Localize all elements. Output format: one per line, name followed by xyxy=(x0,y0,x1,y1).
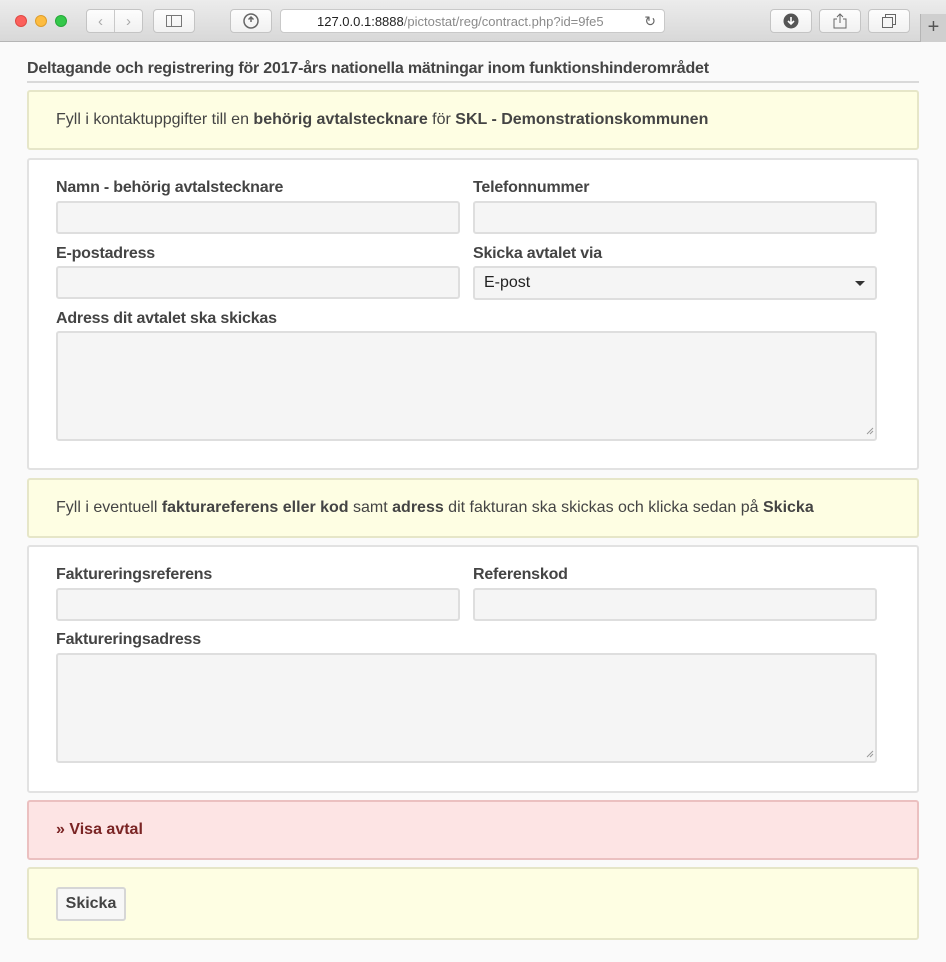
address-bar[interactable] xyxy=(280,9,665,33)
municipality-name: SKL - Demonstrationskommunen xyxy=(455,111,709,128)
contact-instructions xyxy=(27,90,919,150)
tabs-overview-button[interactable] xyxy=(868,9,910,33)
contact-form-panel xyxy=(27,158,919,470)
email-label: E-postadress xyxy=(56,245,155,262)
instruction-text xyxy=(56,499,814,517)
billing-form-panel xyxy=(27,545,919,793)
navigation-buttons xyxy=(86,9,143,33)
share-icon xyxy=(833,13,847,29)
instruction-text xyxy=(56,111,708,129)
phone-input[interactable] xyxy=(473,201,877,234)
text: Fyll i eventuell xyxy=(56,499,162,516)
submit-bar xyxy=(27,867,919,940)
address-textarea[interactable] xyxy=(56,331,877,441)
sidebar-button[interactable] xyxy=(153,9,195,33)
send-via-label: Skicka avtalet via xyxy=(473,245,602,262)
text: samt xyxy=(348,499,393,516)
address-label: Adress dit avtalet ska skickas xyxy=(56,310,277,327)
text-bold: behörig avtalstecknare xyxy=(253,111,428,128)
url-path: /pictostat/reg/contract.php?id=9fe5 xyxy=(403,13,604,29)
billing-reference-input[interactable] xyxy=(56,588,460,621)
zoom-window-button[interactable] xyxy=(55,15,67,27)
page-title: Deltagande och registrering för 2017-års nationella mätningar inom funktionshinderområdet xyxy=(27,60,919,83)
back-arrow-icon[interactable]: ‹ xyxy=(98,12,103,30)
text-bold: fakturareferens eller kod xyxy=(161,499,349,516)
chevron-down-icon xyxy=(855,281,865,286)
text-bold: Skicka xyxy=(763,499,814,516)
send-via-select[interactable] xyxy=(473,266,877,300)
downloads-button[interactable] xyxy=(770,9,812,33)
billing-instructions xyxy=(27,478,919,538)
forward-arrow-icon[interactable]: › xyxy=(126,12,131,30)
tabs-icon xyxy=(882,14,896,28)
privacy-report-icon xyxy=(243,13,259,29)
sidebar-icon xyxy=(166,15,182,27)
browser-toolbar xyxy=(0,0,946,42)
reference-code-input[interactable] xyxy=(473,588,877,621)
privacy-button[interactable] xyxy=(230,9,272,33)
minimize-window-button[interactable] xyxy=(35,15,47,27)
submit-button[interactable]: Skicka xyxy=(56,887,126,921)
name-input[interactable] xyxy=(56,201,460,234)
new-tab-button[interactable] xyxy=(920,14,946,42)
close-window-button[interactable] xyxy=(15,15,27,27)
text: dit fakturan ska skickas och klicka sedan på xyxy=(443,499,763,516)
reference-code-label: Referenskod xyxy=(473,566,568,583)
download-icon xyxy=(783,13,799,29)
email-input[interactable] xyxy=(56,266,460,299)
text: Fyll i kontaktuppgifter till en xyxy=(56,111,254,128)
billing-address-label: Faktureringsadress xyxy=(56,631,201,648)
billing-address-textarea[interactable] xyxy=(56,653,877,763)
name-label: Namn - behörig avtalstecknare xyxy=(56,179,284,196)
resize-grip-icon[interactable] xyxy=(866,750,874,758)
plus-icon: + xyxy=(927,16,940,38)
billing-reference-label: Faktureringsreferens xyxy=(56,566,213,583)
show-contract-link[interactable]: » Visa avtal xyxy=(56,821,143,838)
reload-icon[interactable]: ↻ xyxy=(644,13,656,29)
send-via-selected-value: E-post xyxy=(484,274,531,291)
url-host: 127.0.0.1:8888 xyxy=(317,13,404,29)
phone-label: Telefonnummer xyxy=(473,179,590,196)
text: för xyxy=(427,111,456,128)
text-bold: adress xyxy=(392,499,444,516)
share-button[interactable] xyxy=(819,9,861,33)
contract-alert xyxy=(27,800,919,860)
resize-grip-icon[interactable] xyxy=(866,427,874,435)
